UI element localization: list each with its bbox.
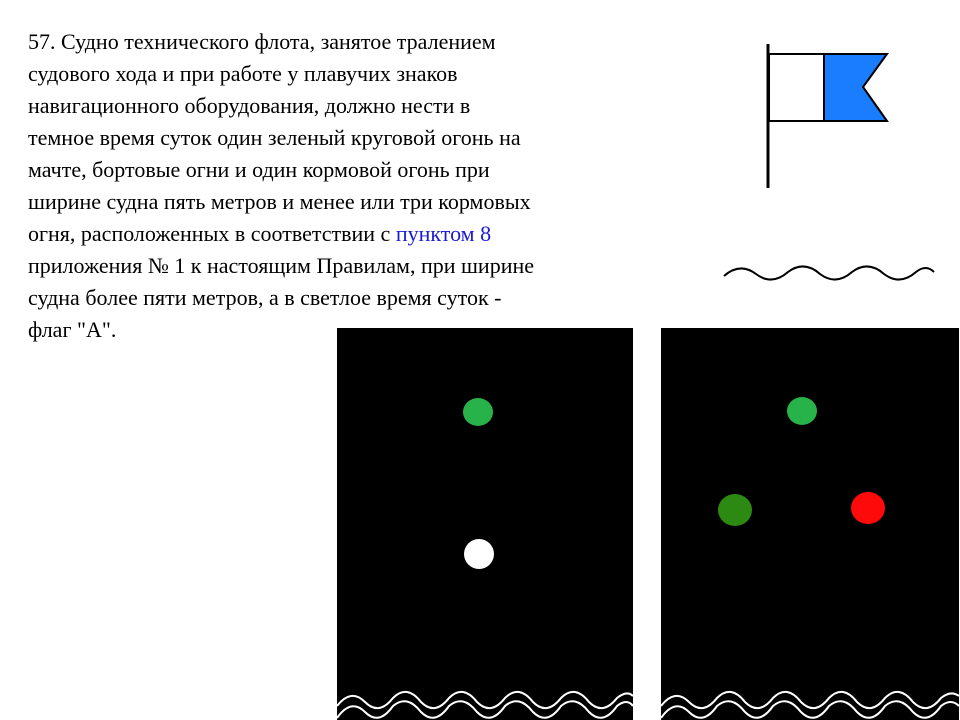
rule-line: судового хода и при работе у плавучих знаков xyxy=(28,61,458,86)
rule-57-text xyxy=(28,26,648,346)
rule-line: навигационного оборудования, должно нести в xyxy=(28,93,471,118)
water-wave-line xyxy=(661,692,959,708)
flag-white-field xyxy=(769,54,824,121)
flag-a-icon xyxy=(722,0,936,290)
flag-blue-swallowtail xyxy=(824,54,887,121)
green-masthead-light-icon xyxy=(787,397,817,425)
rule-line: судна более пяти метров, а в светлое время суток - xyxy=(28,285,502,310)
rule-line: темное время суток один зеленый круговой огонь на xyxy=(28,125,521,150)
rule-line-with-link xyxy=(28,218,648,250)
flag-a-illustration xyxy=(722,0,936,290)
point-8-link[interactable]: пунктом 8 xyxy=(395,221,492,246)
green-masthead-light-icon xyxy=(463,398,493,426)
water-wave-line xyxy=(724,266,934,279)
night-view-left-svg xyxy=(337,328,633,720)
night-view-single-stern-light xyxy=(337,328,633,720)
red-starboard-light-icon xyxy=(851,492,885,524)
rule-line: 57. Судно технического флота, занятое тралением xyxy=(28,29,496,54)
rule-line: мачте, бортовые огни и один кормовой огонь при xyxy=(28,157,490,182)
rule-line: приложения № 1 к настоящим Правилам, при ширине xyxy=(28,253,535,278)
rule-line: флаг "А". xyxy=(28,317,117,342)
white-stern-light-icon xyxy=(464,539,494,569)
night-view-right-svg xyxy=(661,328,959,720)
night-view-side-lights xyxy=(661,328,959,720)
rule-line: ширине судна пять метров и менее или три кормовых xyxy=(28,189,531,214)
green-port-light-icon xyxy=(718,494,752,526)
water-wave-line xyxy=(337,701,633,718)
rule-line-prefix: огня, расположенных в соответствии с xyxy=(28,221,396,246)
water-wave-line xyxy=(337,692,633,708)
